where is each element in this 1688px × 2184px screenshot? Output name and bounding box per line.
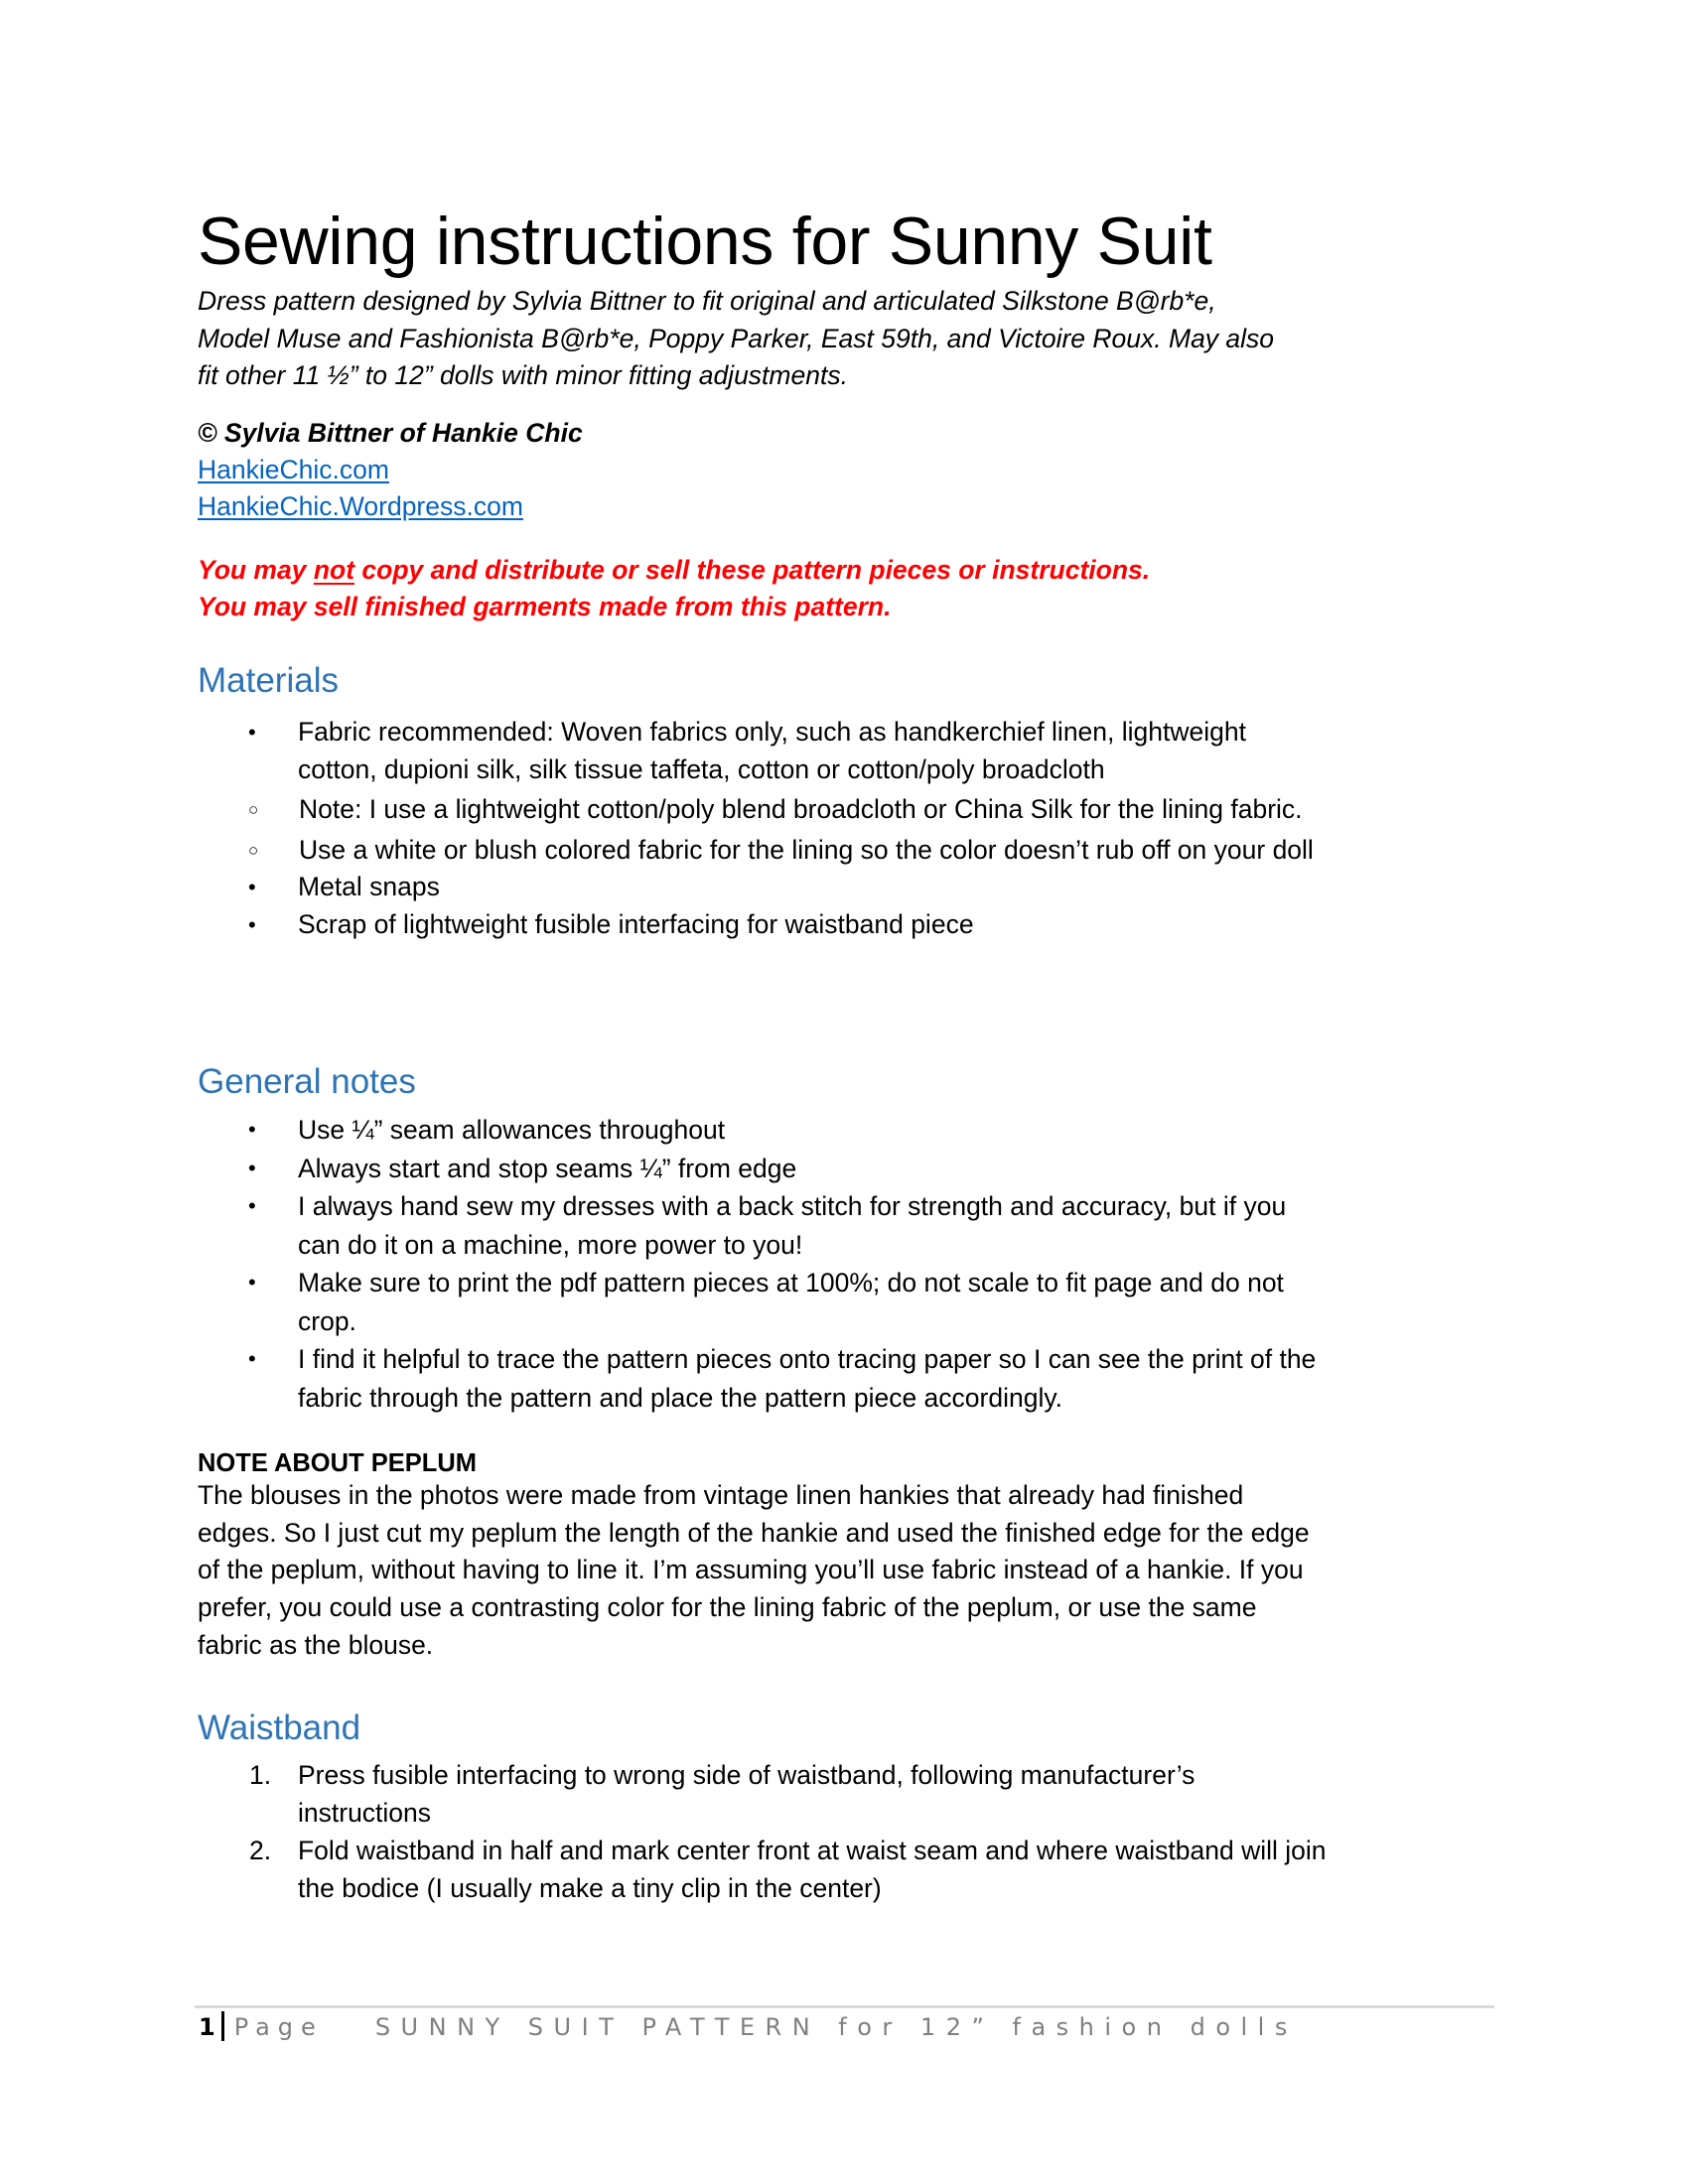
general-notes-heading: General notes — [198, 1062, 416, 1101]
subtitle-line: Dress pattern designed by Sylvia Bittner to fit original and articulated Silkstone B@rb*e, — [198, 286, 1216, 316]
list-item-text: Metal snaps — [298, 872, 440, 901]
bullet-icon: • — [248, 911, 256, 937]
materials-heading: Materials — [198, 661, 339, 700]
paragraph-line: The blouses in the photos were made from vintage linen hankies that already had finished — [198, 1480, 1244, 1510]
list-item-text: crop. — [298, 1305, 356, 1336]
list-item — [198, 1111, 1479, 1150]
warning-emphasis: not — [313, 555, 355, 585]
list-item-text: Use ¼” seam allowances throughout — [298, 1115, 726, 1145]
list-item-text: fabric through the pattern and place the pattern piece accordingly. — [298, 1382, 1062, 1413]
page-number: 1 — [199, 2013, 215, 2041]
list-item-text: I always hand sew my dresses with a back stitch for strength and accuracy, but if you — [298, 1191, 1287, 1221]
warning-text: You may — [198, 555, 314, 585]
warning-text: copy and distribute or sell these pattern pieces or instructions. — [354, 555, 1151, 585]
list-item-text: Use a white or blush colored fabric for the lining so the color doesn’t rub off on — [299, 834, 1207, 865]
step-number: 1. — [249, 1760, 272, 1790]
waistband-steps — [198, 1756, 1479, 1907]
peplum-note-heading: NOTE ABOUT PEPLUM — [198, 1449, 477, 1477]
hankiechic-wordpress-link[interactable]: HankieChic.Wordpress.com — [198, 491, 523, 521]
sub-list-item — [97, 791, 1479, 829]
step-text: instructions — [298, 1798, 432, 1828]
bullet-icon: • — [248, 875, 256, 899]
list-item — [198, 1340, 1479, 1417]
list-item — [198, 1187, 1479, 1264]
list-item-text: Fabric recommended: Woven fabrics only, such as handkerchief linen, lightweight — [298, 717, 1246, 747]
step-text: the bodice (I usually make a tiny clip in the center) — [298, 1873, 882, 1903]
copyright-block — [198, 415, 583, 525]
list-item — [198, 906, 1479, 944]
step-item — [198, 1756, 1479, 1832]
subtitle — [198, 283, 1508, 395]
list-item-text: Make sure to print the pdf pattern pieces at 100%; do not scale to fit page and do not — [298, 1268, 1284, 1297]
materials-list — [198, 714, 1479, 943]
list-item-text: your doll — [1213, 834, 1314, 865]
subtitle-line: Model Muse and Fashionista B@rb*e, Poppy Parker, East 59th, and Victoire Roux. May also — [198, 323, 1275, 353]
list-item — [198, 1264, 1479, 1340]
sub-list-item — [97, 832, 1479, 870]
list-item-text: Always start and stop seams ¼” from edge — [298, 1153, 797, 1183]
footer-separator — [221, 2011, 224, 2041]
bullet-icon: • — [248, 720, 256, 745]
list-item-text: I find it helpful to trace the pattern pieces onto tracing paper so I can see the print of the — [298, 1344, 1317, 1374]
step-text: Fold waistband in half and mark center front at waist seam and where waistband will join — [298, 1836, 1327, 1865]
step-item — [198, 1832, 1479, 1907]
warning-line-2: You may sell finished garments made from this pattern. — [198, 592, 892, 621]
list-item — [198, 1150, 1479, 1188]
list-item — [198, 714, 1479, 788]
page-footer — [199, 2011, 1298, 2042]
footer-rule — [195, 2005, 1494, 2008]
page-label: Page — [233, 2013, 324, 2041]
paragraph-line: of the peplum, without having to line it. I’m assuming you’ll use fabric instead of a hankie. If you — [198, 1555, 1304, 1585]
list-item-text: cotton, dupioni silk, silk tissue taffeta, cotton or cotton/poly broadcloth — [298, 753, 1105, 784]
copyright-notice: © Sylvia Bittner of Hankie Chic — [198, 418, 583, 448]
subtitle-line: fit other 11 ½” to 12” dolls with minor fitting adjustments. — [198, 360, 848, 390]
list-item-text: fabric. — [1230, 794, 1303, 824]
bullet-icon: • — [248, 1346, 256, 1371]
peplum-note-paragraph — [198, 1477, 1310, 1665]
list-item-text: can do it on a machine, more power to you! — [298, 1229, 803, 1260]
copyright-warning — [198, 552, 1150, 625]
page-title: Sewing instructions for Sunny Suit — [198, 204, 1212, 279]
paragraph-line: fabric as the blouse. — [198, 1629, 434, 1660]
bullet-icon: • — [248, 1270, 256, 1295]
circle-bullet-icon: ○ — [248, 840, 259, 860]
step-number: 2. — [249, 1836, 272, 1865]
list-item-text: Note: I use a lightweight cotton/poly blend broadcloth or China Silk for the lining — [299, 794, 1223, 824]
warning-line-1 — [198, 552, 1150, 589]
hankiechic-link[interactable]: HankieChic.com — [198, 455, 389, 484]
footer-doc-title: SUNNY SUIT PATTERN for 12” fashion dolls — [374, 2013, 1298, 2041]
paragraph-line: prefer, you could use a contrasting color for the lining fabric of the peplum, or use the same — [198, 1592, 1257, 1623]
general-notes-list — [198, 1111, 1479, 1417]
list-item-text: Scrap of lightweight fusible interfacing for waistband piece — [298, 908, 974, 939]
circle-bullet-icon: ○ — [248, 800, 259, 819]
paragraph-line: edges. So I just cut my peplum the length of the hankie and used the finished edge for the edge — [198, 1517, 1310, 1548]
step-text: Press fusible interfacing to wrong side of waistband, following manufacturer’s — [298, 1760, 1196, 1790]
bullet-icon: • — [248, 1155, 256, 1180]
bullet-icon: • — [248, 1117, 256, 1142]
waistband-heading: Waistband — [198, 1708, 361, 1747]
bullet-icon: • — [248, 1193, 256, 1218]
list-item — [198, 869, 1479, 906]
